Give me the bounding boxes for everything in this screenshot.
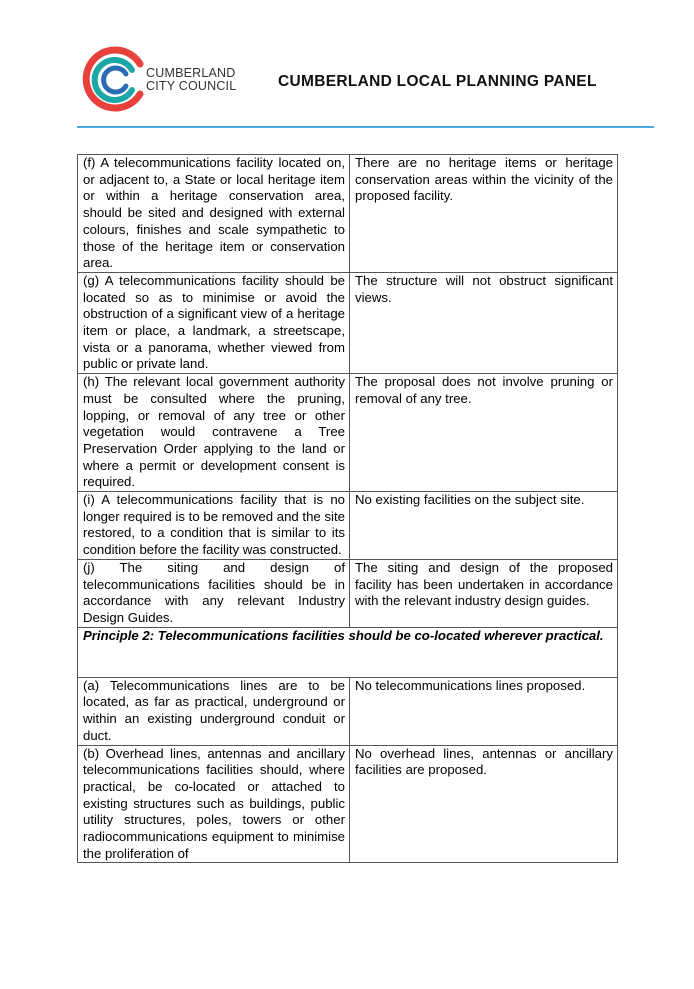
header-divider: [77, 126, 654, 128]
principle-row: [78, 627, 618, 677]
table-row: [78, 677, 618, 745]
comment-cell: No telecommunications lines proposed.: [350, 677, 618, 745]
logo-line-1: CUMBERLAND: [146, 66, 236, 80]
comment-cell: The siting and design of the proposed facility has been undertaken in accordance with the relevant industry design guides.: [350, 559, 618, 627]
control-cell: (a) Telecommunications lines are to be located, as far as practical, underground or within an existing underground conduit or duct.: [78, 677, 350, 745]
principle-heading: Principle 2: Telecommunications facilities should be co-located wherever practical.: [78, 627, 618, 677]
comment-cell: No overhead lines, antennas or ancillary facilities are proposed.: [350, 745, 618, 863]
control-cell: (g) A telecommunications facility should be located so as to minimise or avoid the obstruction of a significant view of a heritage item or place, a landmark, a streetscape, vista or a panorama, whether viewed from public or private land.: [78, 272, 350, 373]
table-row: [78, 745, 618, 863]
assessment-table: [77, 154, 618, 863]
control-cell: (h) The relevant local government authority must be consulted where the pruning, lopping, or removal of any tree or other vegetation would contravene a Tree Preservation Order applying to the land or where a permit or development consent is required.: [78, 374, 350, 492]
table-row: [78, 374, 618, 492]
control-cell: (i) A telecommunications facility that is no longer required is to be removed and the site restored, to a condition that is similar to its condition before the facility was constructed.: [78, 492, 350, 560]
comment-cell: The proposal does not involve pruning or removal of any tree.: [350, 374, 618, 492]
page-title: CUMBERLAND LOCAL PLANNING PANEL: [278, 73, 597, 90]
table-row: [78, 155, 618, 273]
comment-cell: The structure will not obstruct significant views.: [350, 272, 618, 373]
council-logo-icon: [82, 44, 148, 114]
control-cell: (f) A telecommunications facility located on, or adjacent to, a State or local heritage item or within a heritage conservation area, should be sited and designed with external colours, finishes and scale sympathetic to those of the heritage item or conservation area.: [78, 155, 350, 273]
page-header: [0, 0, 694, 130]
comment-cell: There are no heritage items or heritage conservation areas within the vicinity of the proposed facility.: [350, 155, 618, 273]
control-cell: (j) The siting and design of telecommunications facilities should be in accordance with any relevant Industry Design Guides.: [78, 559, 350, 627]
table-row: [78, 272, 618, 373]
table-row: [78, 492, 618, 560]
logo-line-2: CITY COUNCIL: [146, 79, 237, 93]
table-row: [78, 559, 618, 627]
control-cell: (b) Overhead lines, antennas and ancillary telecommunications facilities should, where practical, be co-located or attached to existing structures such as buildings, public utility structures, poles, towers or other radiocommunications equipment to minimise the proliferation of: [78, 745, 350, 863]
comment-cell: No existing facilities on the subject site.: [350, 492, 618, 560]
council-logo-text: [146, 67, 236, 93]
